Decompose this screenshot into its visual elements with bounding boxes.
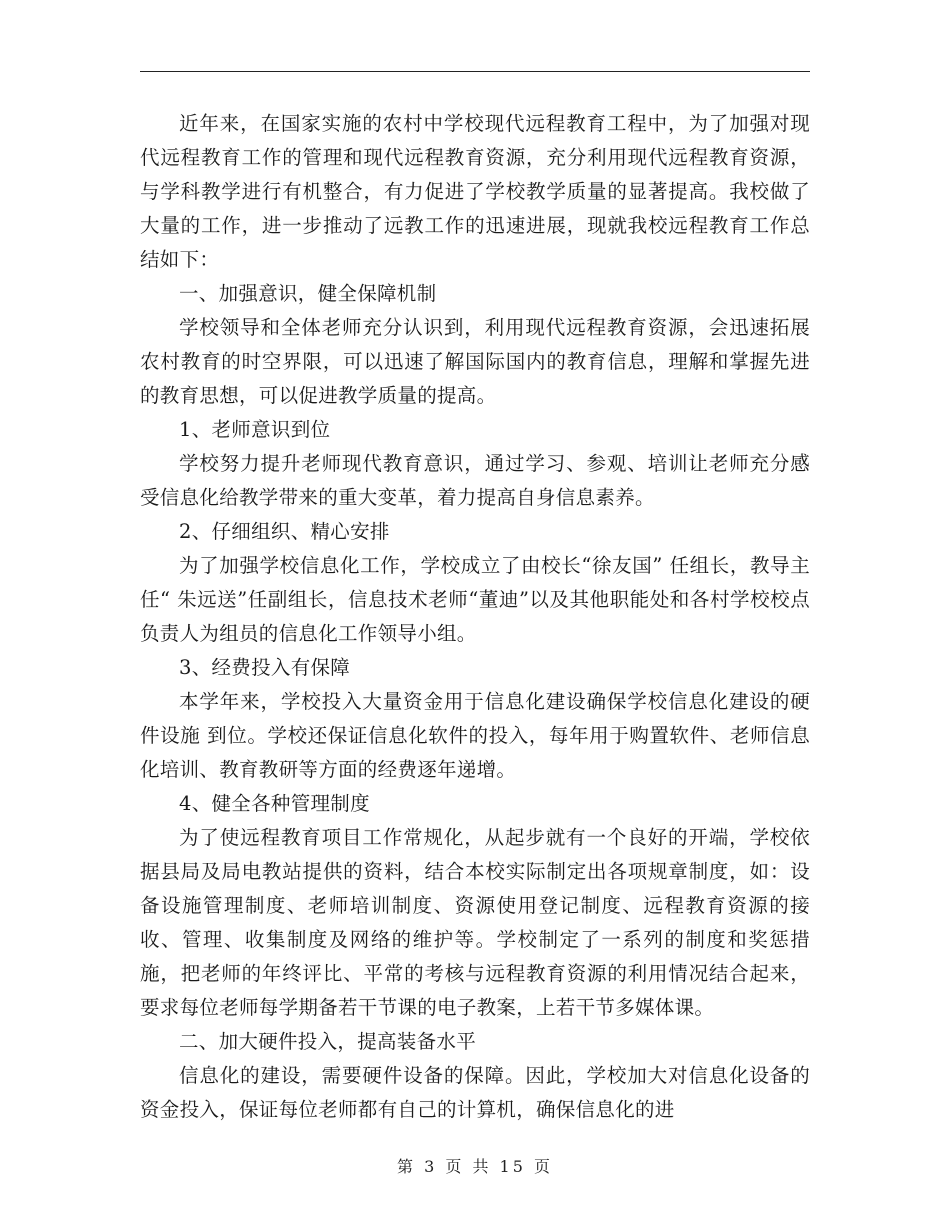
paragraph: 学校努力提升老师现代教育意识，通过学习、参观、培训让老师充分感受信息化给教学带来的重大变革，着力提高自身信息素养。 <box>140 452 810 509</box>
paragraph: 为了使远程教育项目工作常规化，从起步就有一个良好的开端，学校依据县局及局电教站提供的资料，结合本校实际制定出各项规章制度，如：设备设施管理制度、老师培训制度、资源使用登记制度、远程教育资源的接收、管理、收集制度及网络的维护等。学校制定了一系列的制度和奖惩措施，把老师的年终评比、平常的考核与远程教育资源的利用情况结合起来，要求每位老师每学期备若干节课的电子教案，上若干节多媒体课。 <box>140 826 810 1019</box>
paragraph: 为了加强学校信息化工作，学校成立了由校长“徐友国” 任组长，教导主任“ 朱远送”任副组长，信息技术老师“董迪”以及其他职能处和各村学校校点负责人为组员的信息化工作领导小组。 <box>140 554 810 645</box>
subheading-4: 4、健全各种管理制度 <box>179 792 370 815</box>
paragraph: 信息化的建设，需要硬件设备的保障。因此，学校加大对信息化设备的资金投入，保证每位老师都有自己的计算机，确保信息化的进 <box>140 1064 810 1121</box>
document-body <box>140 107 810 1127</box>
subheading-2: 2、仔细组织、精心安排 <box>179 520 390 543</box>
subheading-1: 1、老师意识到位 <box>179 418 331 441</box>
section-heading-2: 二、加大硬件投入，提高装备水平 <box>179 1030 477 1053</box>
subheading-3: 3、经费投入有保障 <box>179 656 351 679</box>
page-number: 第 3 页 共 15 页 <box>397 1157 553 1176</box>
paragraph: 学校领导和全体老师充分认识到，利用现代远程教育资源，会迅速拓展农村教育的时空界限，可以迅速了解国际国内的教育信息，理解和掌握先进的教育思想，可以促进教学质量的提高。 <box>140 316 810 407</box>
paragraph: 本学年来，学校投入大量资金用于信息化建设确保学校信息化建设的硬件设施 到位。学校还保证信息化软件的投入，每年用于购置软件、老师信息化培训、教育教研等方面的经费逐年递增。 <box>140 690 810 781</box>
paragraph-intro: 近年来，在国家实施的农村中学校现代远程教育工程中，为了加强对现代远程教育工作的管理和现代远程教育资源，充分利用现代远程教育资源，与学科教学进行有机整合，有力促进了学校教学质量的显著提高。我校做了大量的工作，进一步推动了远教工作的迅速进展，现就我校远程教育工作总结如下： <box>140 112 810 271</box>
header-rule <box>140 71 810 72</box>
section-heading-1: 一、加强意识，健全保障机制 <box>179 282 437 305</box>
